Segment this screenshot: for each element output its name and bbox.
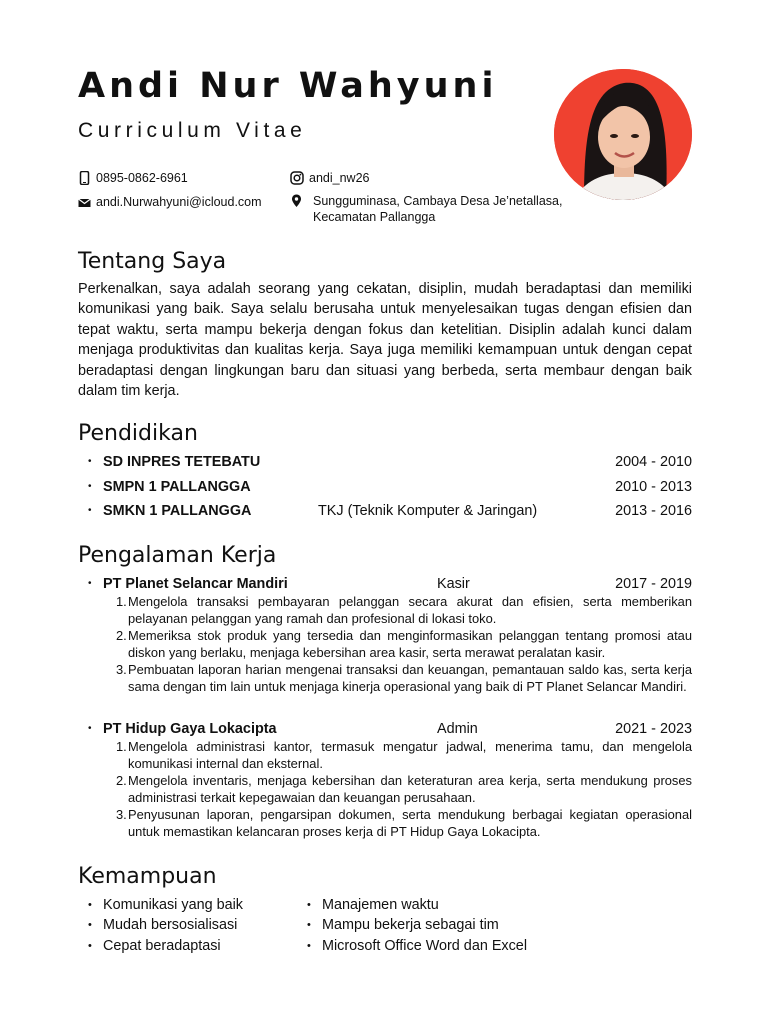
instagram-handle[interactable]: andi_nw26 <box>309 171 370 185</box>
bullet-icon: • <box>88 456 92 467</box>
job-tasks <box>116 593 692 695</box>
job-role: Kasir <box>437 576 470 592</box>
job-role: Admin <box>437 721 478 737</box>
job-tasks <box>116 738 692 840</box>
about-heading: Tentang Saya <box>78 249 227 274</box>
contact-phone <box>78 170 188 186</box>
task-text: Penyusunan laporan, pengarsipan dokumen, serta mendukung berbagai kegiatan operasional untuk memastikan kelancaran proses kerja di PT Hidup Gaya Lokacipta. <box>128 807 692 839</box>
phone-icon <box>78 171 91 185</box>
company-name: PT Planet Selancar Mandiri <box>103 576 288 592</box>
education-row <box>88 503 692 523</box>
task-number: 3. <box>116 662 127 677</box>
task-number: 3. <box>116 807 127 822</box>
task-text: Memeriksa stok produk yang tersedia dan menginformasikan pelanggan tentang promosi atau diskon yang berlaku, menjaga kebersihan area kasir, serta merawat peralatan kasir. <box>128 628 692 660</box>
task-number: 2. <box>116 773 127 788</box>
task-text: Mengelola administrasi kantor, termasuk mengatur jadwal, menerima tamu, dan mengelola komunikasi internal dan eksternal. <box>128 739 692 771</box>
address-text <box>313 193 562 225</box>
contact-address <box>290 193 562 225</box>
school-name: SMKN 1 PALLANGGA <box>103 503 252 519</box>
education-heading: Pendidikan <box>78 421 198 446</box>
task-item <box>116 627 692 661</box>
school-major: TKJ (Teknik Komputer & Jaringan) <box>318 503 538 519</box>
cv-subtitle: Curriculum Vitae <box>78 119 307 142</box>
about-text: Perkenalkan, saya adalah seorang yang cekatan, disiplin, mudah beradaptasi dan memiliki komunikasi yang baik. Saya selalu berusaha untuk menyelesaikan tugas dengan efisien dan tepat waktu, serta mampu bekerja dengan fokus dan ketelitian. Disiplin adalah kunci dalam menjaga produktivitas dan kualitas kerja. Saya juga memiliki kemampuan untuk dengan cepat beradaptasi dengan lingkungan baru dan situasi yang berbeda, serta membaur dengan baik dalam tim kerja. <box>78 281 692 400</box>
contact-email <box>78 194 262 210</box>
task-number: 1. <box>116 739 127 754</box>
task-number: 1. <box>116 594 127 609</box>
task-item <box>116 806 692 840</box>
experience-heading: Pengalaman Kerja <box>78 543 277 568</box>
skill-item: • Cepat beradaptasi <box>88 936 243 956</box>
bullet-icon: • <box>88 578 92 589</box>
bullet-icon: • <box>88 723 92 734</box>
company-name: PT Hidup Gaya Lokacipta <box>103 721 277 737</box>
task-text: Mengelola transaksi pembayaran pelanggan secara akurat dan efisien, serta memberikan pelayanan pelanggan yang ramah dan profesional di lokasi toko. <box>128 594 692 626</box>
job-years: 2017 - 2019 <box>615 576 692 592</box>
school-name: SMPN 1 PALLANGGA <box>103 479 251 495</box>
bullet-icon: • <box>88 505 92 516</box>
mail-icon <box>78 195 91 209</box>
education-row <box>88 479 692 499</box>
instagram-icon <box>290 171 304 185</box>
task-text: Pembuatan laporan harian mengenai transaksi dan keuangan, pemantauan saldo kas, serta kerja sama dengan tim lain untuk menjaga kinerja operasional yang baik di PT Planet Selancar Mandiri. <box>128 662 692 694</box>
address-line-1: Sungguminasa, Cambaya Desa Je’netallasa, <box>313 194 563 208</box>
job-years: 2021 - 2023 <box>615 721 692 737</box>
skills-heading: Kemampuan <box>78 864 217 889</box>
profile-photo <box>554 69 692 200</box>
school-years: 2013 - 2016 <box>615 503 692 519</box>
task-item <box>116 593 692 627</box>
profile-portrait-illustration <box>554 69 692 200</box>
skill-item: • Komunikasi yang baik <box>88 895 243 915</box>
task-item <box>116 661 692 695</box>
school-years: 2004 - 2010 <box>615 454 692 470</box>
task-number: 2. <box>116 628 127 643</box>
address-line-2: Kecamatan Pallangga <box>313 210 436 224</box>
skill-item: • Microsoft Office Word dan Excel <box>307 936 527 956</box>
bullet-icon: • <box>88 481 92 492</box>
skill-item: • Mudah bersosialisasi <box>88 915 243 935</box>
skills-column-right <box>307 895 527 956</box>
school-years: 2010 - 2013 <box>615 479 692 495</box>
skill-item: • Manajemen waktu <box>307 895 527 915</box>
skill-item: • Mampu bekerja sebagai tim <box>307 915 527 935</box>
education-row <box>88 454 692 474</box>
cv-name: Andi Nur Wahyuni <box>78 66 498 106</box>
task-item <box>116 738 692 772</box>
task-item <box>116 772 692 806</box>
location-pin-icon <box>290 194 303 208</box>
contact-instagram <box>290 170 369 186</box>
email-address[interactable]: andi.Nurwahyuni@icloud.com <box>96 195 262 209</box>
phone-number[interactable]: 0895-0862-6961 <box>96 171 188 185</box>
task-text: Mengelola inventaris, menjaga kebersihan dan keteraturan area kerja, serta mendukung proses administrasi terkait kepegawaian dan keuangan perusahaan. <box>128 773 692 805</box>
school-name: SD INPRES TETEBATU <box>103 454 261 470</box>
skills-column-left <box>88 895 243 956</box>
